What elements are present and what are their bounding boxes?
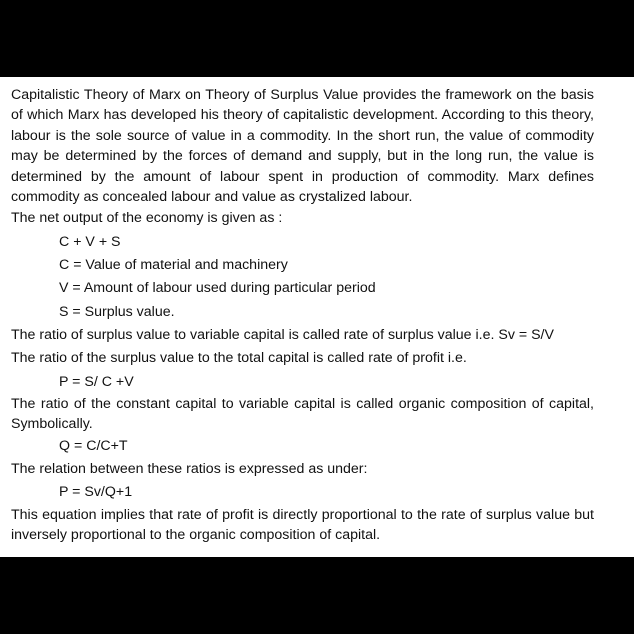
- relation-intro: The relation between these ratios is expressed as under:: [11, 460, 368, 477]
- definition-v: V = Amount of labour used during particular period: [59, 280, 376, 297]
- relation-formula: P = Sv/Q+1: [59, 484, 133, 501]
- document-body: [0, 77, 634, 557]
- profit-rate-intro: The ratio of the surplus value to the total capital is called rate of profit i.e.: [11, 350, 467, 367]
- profit-formula: P = S/ C +V: [59, 373, 134, 390]
- surplus-rate-statement: The ratio of surplus value to variable capital is called rate of surplus value i.e. Sv = S/V: [11, 326, 554, 343]
- organic-composition-intro: The ratio of the constant capital to variable capital is called organic composition of capital, Symbolically.: [11, 395, 594, 433]
- net-output-intro: The net output of the economy is given as :: [11, 210, 283, 227]
- definition-s: S = Surplus value.: [59, 303, 175, 320]
- conclusion-paragraph: This equation implies that rate of profit is directly proportional to the rate of surplus value but inversely proportional to the organic composition of capital.: [11, 506, 594, 543]
- organic-formula: Q = C/C+T: [59, 437, 128, 454]
- definition-c: C = Value of material and machinery: [59, 257, 288, 274]
- intro-paragraph: Capitalistic Theory of Marx on Theory of Surplus Value provides the framework on the basis of which Marx has developed his theory of capitalistic development. According to this theory, labour is the sole source of value in a commodity. In the short run, the value of commodity may be determined by the forces of demand and supply, but in the long run, the value is determined by the amount of labour spent in production of commodity. Marx defines commodity as concealed labour and value as crystalized labour.: [11, 87, 594, 206]
- formula-total: C + V + S: [59, 233, 121, 250]
